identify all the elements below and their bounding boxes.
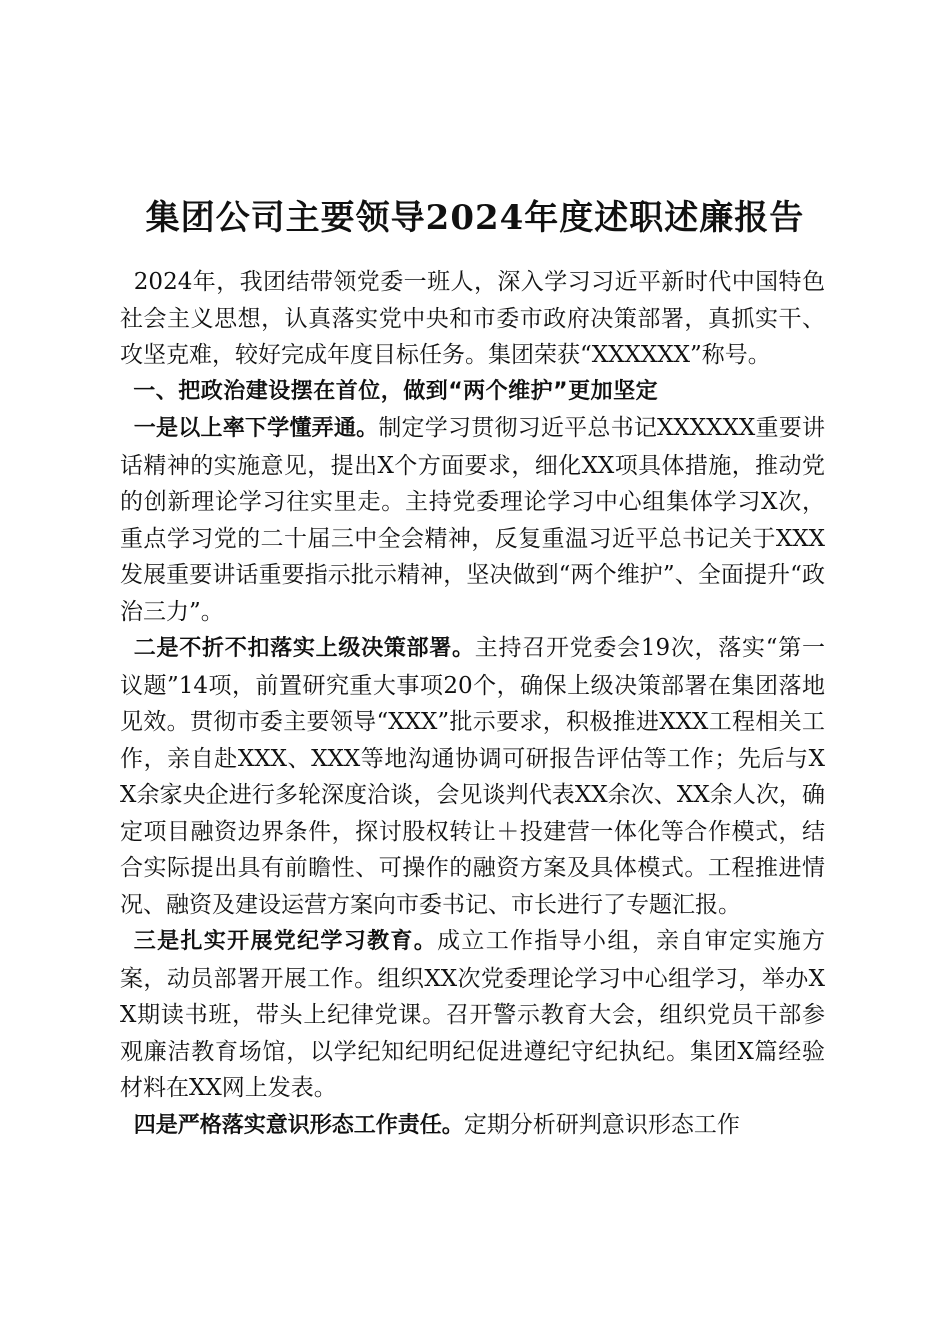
item-lead-2: 二是不折不扣落实上级决策部署。 bbox=[133, 636, 475, 661]
section-heading-1: 一、把政治建设摆在首位，做到“两个维护”更加坚定 bbox=[133, 378, 659, 404]
item-paragraph-1 bbox=[120, 410, 825, 630]
document-body bbox=[120, 264, 825, 1144]
item-lead-4: 四是严格落实意识形态工作责任。 bbox=[133, 1112, 464, 1138]
intro-paragraph: 2024年，我团结带领党委一班人，深入学习习近平新时代中国特色社会主义思想，认真落实党中央和市委市政府决策部署，真抓实干、攻坚克难，较好完成年度目标任务。集团荣获“XXXXXX”称号。 bbox=[120, 269, 825, 368]
item-paragraph-4 bbox=[120, 1107, 825, 1145]
item-text-1: 制定学习贯彻习近平总书记XXXXXX重要讲话精神的实施意见，提出X个方面要求，细化XX项具体措施，推动党的创新理论学习往实里走。主持党委理论学习中心组集体学习X次，重点学习党的二十届三中全会精神，反复重温习近平总书记关于XXX发展重要讲话重要指示批示精神，坚决做到“两个维护”、全面提升“政治三力”。 bbox=[120, 415, 825, 625]
item-paragraph-2 bbox=[120, 630, 825, 923]
item-text-3: 成立工作指导小组，亲自审定实施方案，动员部署开展工作。组织XX次党委理论学习中心组学习，举办XX期读书班，带头上纪律党课。召开警示教育大会，组织党员干部参观廉洁教育场馆，以学纪知纪明纪促进遵纪守纪执纪。集团X篇经验材料在XX网上发表。 bbox=[120, 928, 825, 1101]
item-lead-1: 一是以上率下学懂弄通。 bbox=[133, 416, 379, 441]
item-lead-3: 三是扎实开展党纪学习教育。 bbox=[133, 929, 438, 954]
item-text-4: 定期分析研判意识形态工作 bbox=[463, 1111, 740, 1138]
item-paragraph-3 bbox=[120, 923, 825, 1107]
item-text-2: 主持召开党委会19次，落实“第一议题”14项，前置研究重大事项20个，确保上级决策部署在集团落地见效。贯彻市委主要领导“XXX”批示要求，积极推进XXX工程相关工作，亲自赴XXX、XXX等地沟通协调可研报告评估等工作；先后与XX余家央企进行多轮深度洽谈，会见谈判代表XX余次、XX余人次，确定项目融资边界条件，探讨股权转让＋投建营一体化等合作模式，结合实际提出具有前瞻性、可操作的融资方案及具体模式。工程推进情况、融资及建设运营方案向市委书记、市长进行了专题汇报。 bbox=[120, 635, 825, 918]
document-title: 集团公司主要领导2024年度述职述廉报告 bbox=[145, 198, 805, 238]
